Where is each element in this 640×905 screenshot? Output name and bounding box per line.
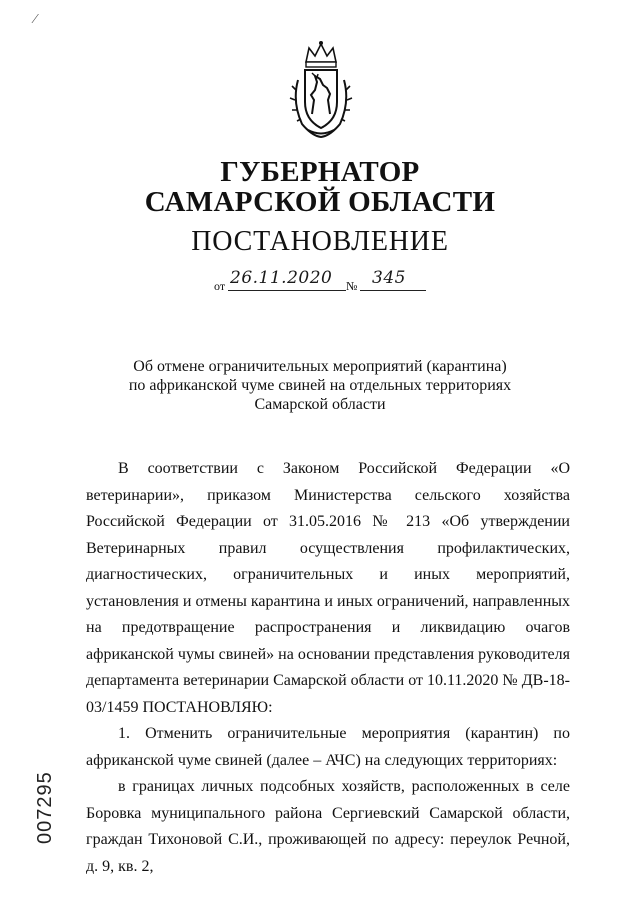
number-label: № [346,279,358,293]
date-label: от [214,279,226,293]
subject-line: по африканской чуме свиней на отдельных территориях [128,377,512,394]
corner-handwritten-mark: ⁄ [34,12,37,27]
date-value: 26.11.2020 [230,268,333,288]
authority-title-line1: ГУБЕРНАТОР [220,156,420,188]
number-underline [360,290,426,291]
number-value: 345 [372,268,406,288]
body-paragraph: 1. Отменить ограничительные мероприятия (карантин) по африканской чуме свиней (далее – АЧС) на следующих территориях: [86,725,570,769]
body-paragraph: в границах личных подсобных хозяйств, расположенных в селе Боровка муниципального района Сергиевский Самарской области, граждан Тихоновой С.И., проживающей по адресу: переулок Речной, д. 9, кв. 2, [86,778,570,875]
subject-line: Об отмене ограничительных мероприятий (карантина) [133,358,507,375]
authority-title-line2: САМАРСКОЙ ОБЛАСТИ [144,186,496,218]
document-body [86,456,570,880]
body-paragraph: В соответствии с Законом Российской Федерации «О ветеринарии», приказом Министерства сельского хозяйства Российской Федерации от 31.05.2016 № 213 «Об утверждении Ветеринарных правил осуществления профилактических, диагностических, ограничительных и иных мероприятий, установления и отмены карантина и иных ограничений, направленных на предотвращение распространения и ликвидацию очагов африканской чумы свиней» на основании представления руководителя департамента ветеринарии Самарской области от 10.11.2020 № ДВ-18-03/1459 ПОСТАНОВЛЯЮ: [86,460,570,716]
subject-line: Самарской области [254,396,386,413]
registration-number: 007295 [34,771,56,844]
document-subject [0,357,640,414]
samara-region-coat-of-arms-icon [288,40,354,140]
date-underline [228,290,346,291]
document-type: ПОСТАНОВЛЕНИЕ [191,226,449,257]
